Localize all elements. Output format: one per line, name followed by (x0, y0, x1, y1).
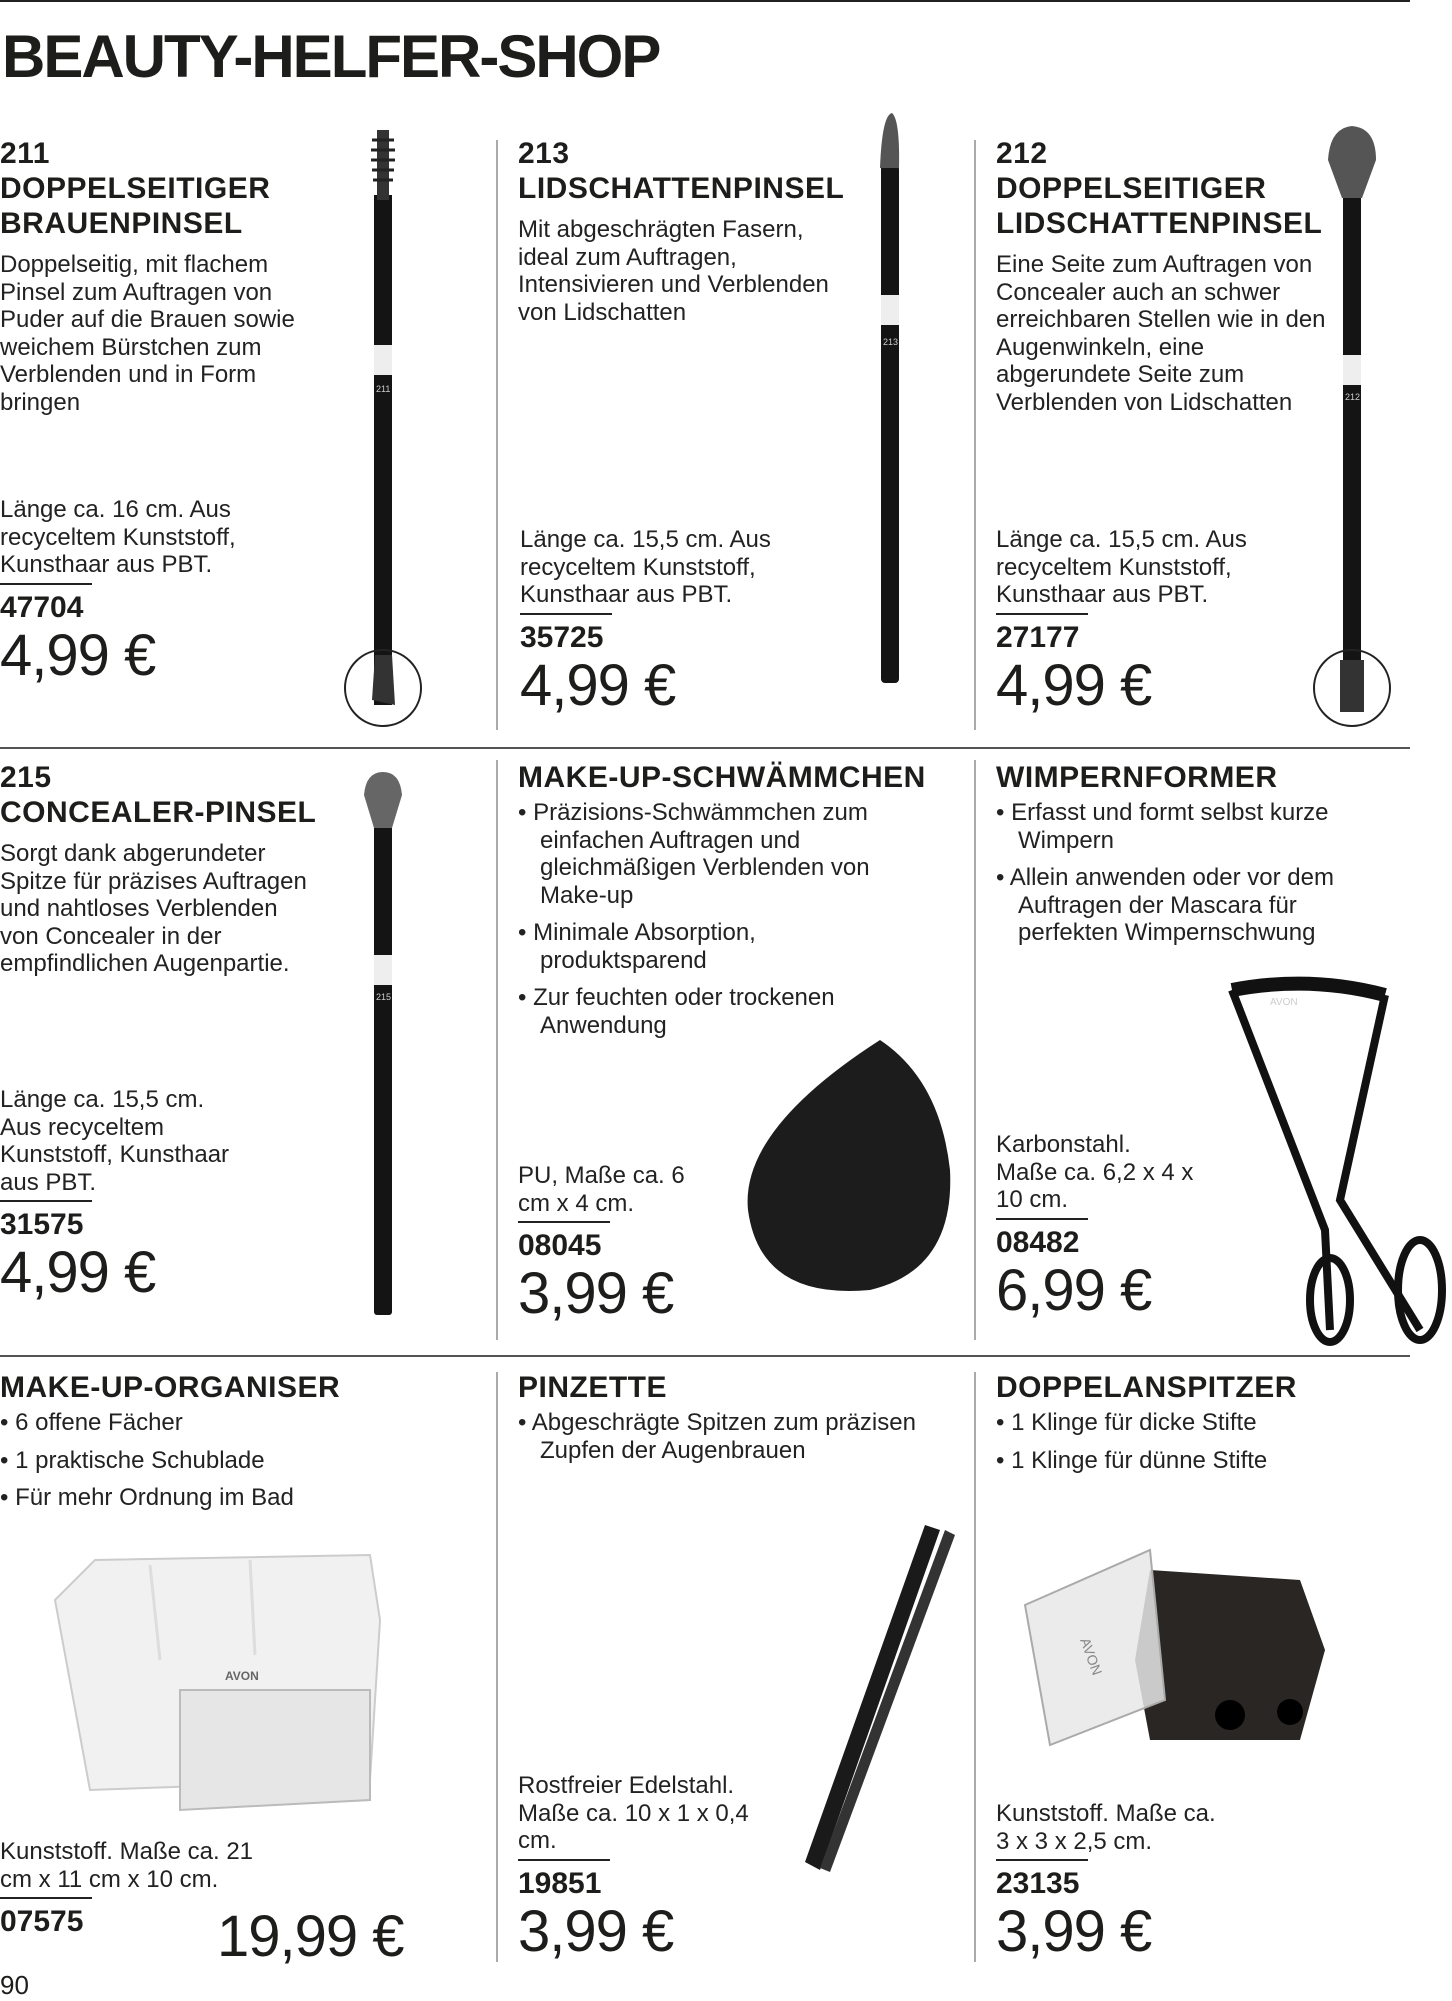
product-description: Mit abgeschrägten Fasern, ideal zum Auftragen, Intensivieren und Verblenden von Lidschatten (518, 216, 829, 326)
brow-brush-image (345, 130, 421, 726)
price: 3,99 € (518, 1898, 674, 1964)
price: 4,99 € (0, 1240, 156, 1305)
tweezers-image (805, 1525, 955, 1872)
item-number: 31575 (0, 1208, 84, 1241)
price: 4,99 € (0, 622, 156, 688)
product-footer: Länge ca. 15,5 cm. Aus recyceltem Kunststoff, Kunsthaar aus PBT. 31575 4,99 € (0, 1086, 250, 1304)
product-footer: PU, Maße ca. 6 cm x 4 cm. 08045 3,99 € (518, 1162, 708, 1325)
product-card-double-eyeshadow-brush: 212 DOPPELSEITIGER LIDSCHATTENPINSEL Eine Seite zum Auftragen von Concealer auch an schwer erreichbaren Stellen wie in den Augenwinkeln, eine abgerundete Seite zum Verblenden von Lidschatten (996, 136, 1341, 416)
svg-text:212: 212 (1345, 392, 1361, 402)
product-description: Sorgt dank abgerundeter Spitze für präzises Auftragen und nahtloses Verblenden von Concealer in der empfindlichen Augenpartie. (0, 840, 307, 977)
organiser-image (55, 1555, 380, 1810)
product-card-sharpener: DOPPELANSPITZER • 1 Klinge für dicke Stifte • 1 Klinge für dünne Stifte (996, 1370, 1396, 1484)
product-card-organiser: MAKE-UP-ORGANISER • 6 offene Fächer • 1 praktische Schublade • Für mehr Ordnung im Bad (0, 1370, 400, 1522)
price: 4,99 € (996, 652, 1152, 718)
eyelash-curler-image (1232, 984, 1442, 1342)
svg-text:AVON: AVON (1077, 1635, 1106, 1678)
price: 3,99 € (518, 1261, 674, 1326)
sponge-image (748, 1040, 951, 1291)
price: 19,99 € (217, 1904, 404, 1969)
item-number: 35725 (520, 620, 604, 654)
svg-text:215: 215 (376, 992, 392, 1002)
product-card-sponge: MAKE-UP-SCHWÄMMCHEN • Präzisions-Schwämmchen zum einfachen Auftragen und gleichmäßigen Verblenden von Make-up • Minimale Absorption, produktsparend • Zur feuchten oder trockenen Anwendung (518, 760, 968, 1049)
product-card-eyelash-curler: WIMPERNFORMER • Erfasst und formt selbst kurze Wimpern • Allein anwenden oder vor dem Auftragen der Mascara für perfekten Wimpernschwung (996, 760, 1396, 957)
sharpener-image (1025, 1550, 1325, 1745)
product-card-eyeshadow-brush: 213 LIDSCHATTENPINSEL Mit abgeschrägten Fasern, ideal zum Auftragen, Intensivieren und Verblenden von Lidschatten (518, 137, 845, 326)
item-number: 23135 (996, 1867, 1080, 1900)
product-specs: Länge ca. 16 cm. Aus recyceltem Kunststoff, Kunsthaar aus PBT. (0, 496, 236, 578)
price: 4,99 € (520, 652, 676, 718)
product-card-brow-brush (0, 136, 320, 416)
product-footer: Karbonstahl. Maße ca. 6,2 x 4 x 10 cm. 08482 6,99 € (996, 1131, 1196, 1322)
product-footer (0, 496, 270, 687)
item-number: 27177 (996, 620, 1080, 654)
price: 3,99 € (996, 1899, 1152, 1964)
product-card-tweezers: PINZETTE • Abgeschrägte Spitzen zum präzisen Zupfen der Augenbrauen (518, 1370, 948, 1474)
product-footer: Kunststoff. Maße ca. 21 cm x 11 cm x 10 cm. 07575 (0, 1838, 280, 1939)
item-number: 47704 (0, 590, 84, 624)
product-heading: 211 DOPPELSEITIGER BRAUENPINSEL (0, 137, 271, 240)
item-number: 07575 (0, 1905, 84, 1938)
svg-text:211: 211 (376, 384, 391, 394)
item-number: 08045 (518, 1229, 602, 1262)
concealer-brush-image (364, 772, 402, 1315)
product-footer: Kunststoff. Maße ca. 3 x 3 x 2,5 cm. 23135 3,99 € (996, 1800, 1216, 1964)
price: 6,99 € (996, 1257, 1152, 1323)
eyeshadow-brush-image (880, 113, 899, 683)
page-number: 90 (0, 1970, 29, 2000)
product-footer: Länge ca. 15,5 cm. Aus recyceltem Kunststoff, Kunsthaar aus PBT. 35725 4,99 € (520, 526, 810, 717)
product-footer: Länge ca. 15,5 cm. Aus recyceltem Kunststoff, Kunsthaar aus PBT. 27177 4,99 € (996, 526, 1286, 717)
svg-text:AVON: AVON (1270, 997, 1298, 1008)
item-number: 08482 (996, 1225, 1080, 1259)
page-title: BEAUTY-HELFER-SHOP (2, 23, 660, 90)
product-description: Doppelseitig, mit flachem Pinsel zum Auftragen von Puder auf die Brauen sowie weichem Bürstchen zum Verblenden und in Form bringen (0, 251, 295, 416)
svg-text:AVON: AVON (225, 1669, 259, 1683)
product-card-concealer-brush: 215 CONCEALER-PINSEL Sorgt dank abgerundeter Spitze für präzises Auftragen und nahtloses Verblenden von Concealer in der empfindlichen Augenpartie. (0, 760, 330, 978)
product-footer: Rostfreier Edelstahl. Maße ca. 10 x 1 x 0,4 cm. 19851 3,99 € (518, 1772, 758, 1963)
item-number: 19851 (518, 1866, 602, 1900)
svg-text:213: 213 (883, 337, 899, 347)
product-description: Eine Seite zum Auftragen von Concealer auch an schwer erreichbaren Stellen wie in den Augenwinkeln, eine abgerundete Seite zum Verblenden von Lidschatten (996, 251, 1326, 416)
